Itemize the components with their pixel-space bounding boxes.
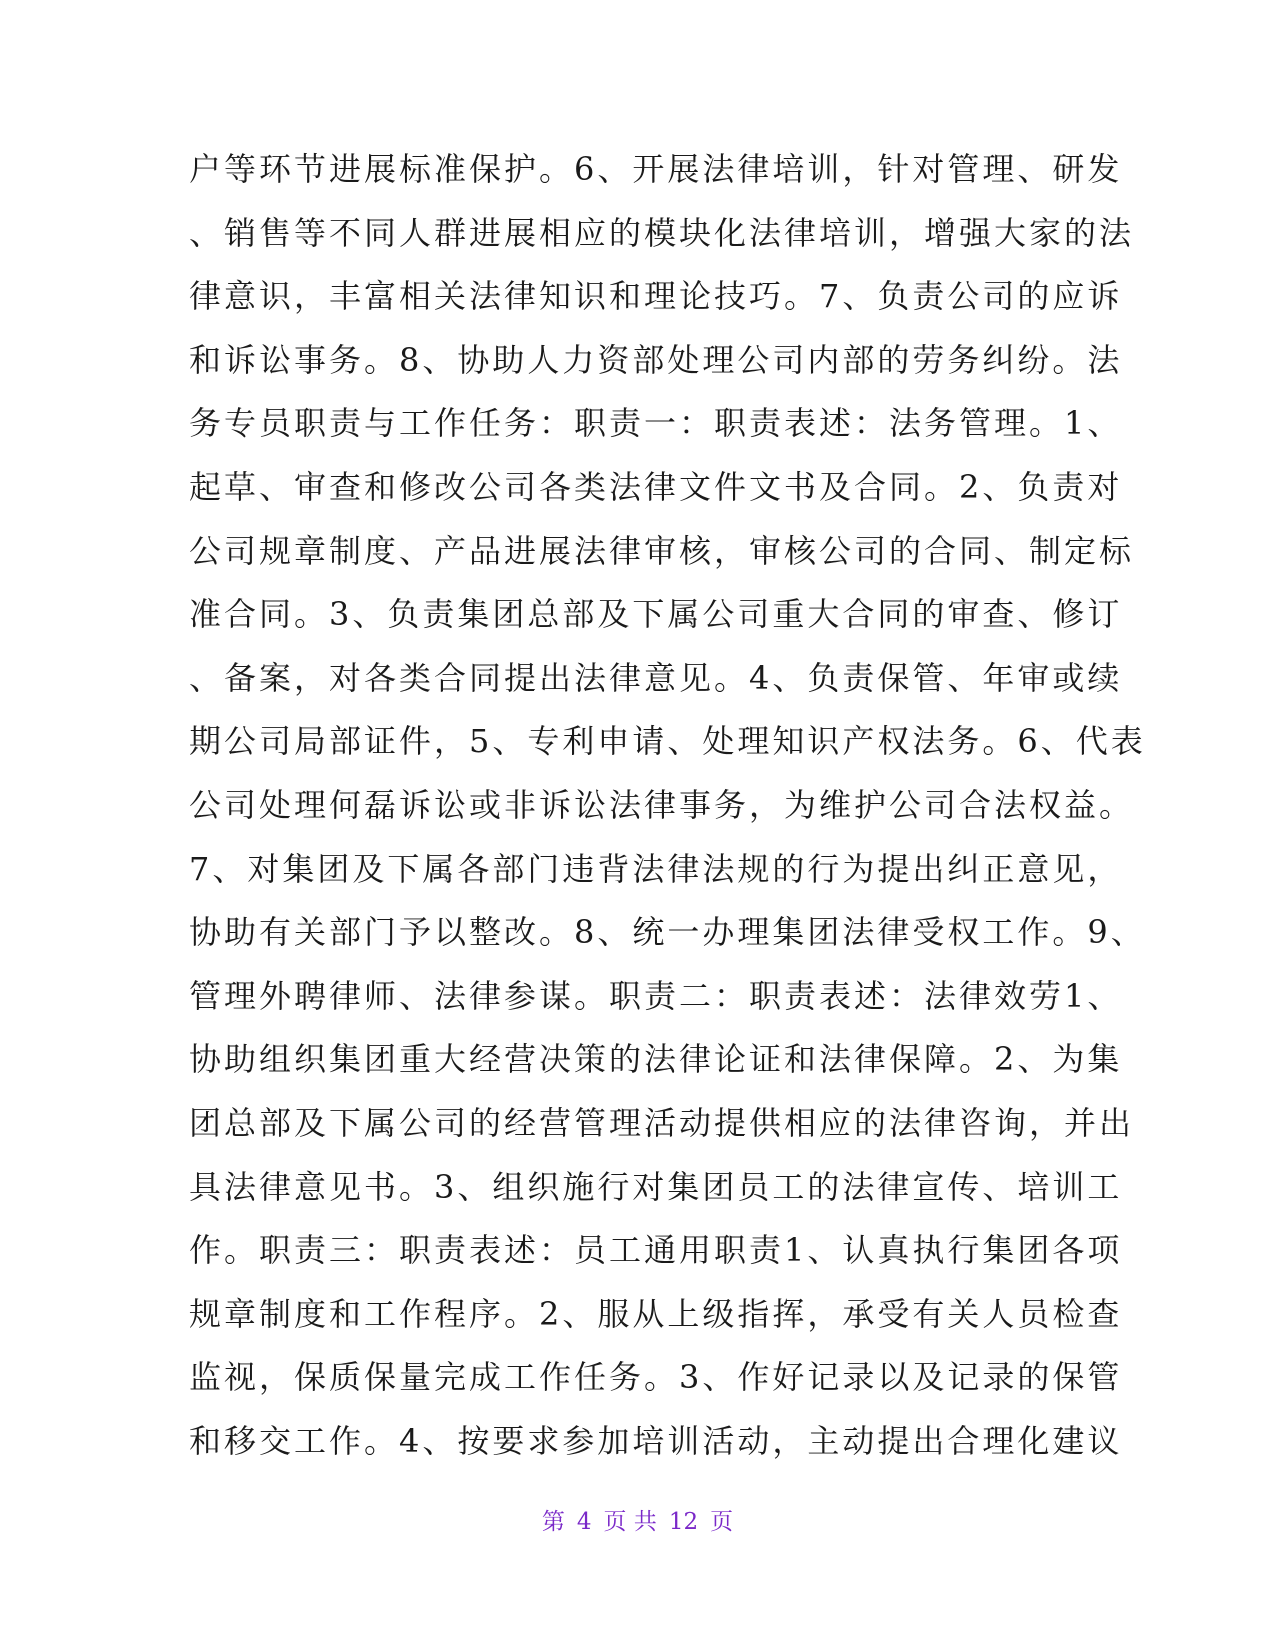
text-line: 和移交工作。4、按要求参加培训活动，主动提出合理化建议: [189, 1421, 1123, 1460]
text-line: 规章制度和工作程序。2、服从上级指挥，承受有关人员检查: [189, 1294, 1123, 1333]
text-line: 务专员职责与工作任务：职责一：职责表述：法务管理。1、: [189, 404, 1123, 443]
text-line: 监视，保质保量完成工作任务。3、作好记录以及记录的保管: [189, 1358, 1123, 1397]
document-body: [189, 138, 1146, 1473]
text-line: 具法律意见书。3、组织施行对集团员工的法律宣传、培训工: [189, 1167, 1123, 1206]
footer-suffix: 页: [710, 1509, 734, 1535]
text-line: 起草、审查和修改公司各类法律文件文书及合同。2、负责对: [189, 467, 1123, 506]
text-line: 户等环节进展标准保护。6、开展法律培训，针对管理、研发: [189, 150, 1123, 188]
footer-middle: 页 共: [603, 1509, 657, 1535]
text-line: 公司处理何磊诉讼或非诉讼法律事务，为维护公司合法权益。: [189, 785, 1135, 824]
text-line: 、销售等不同人群进展相应的模块化法律培训，增强大家的法: [189, 213, 1135, 252]
footer-total-pages: 12: [668, 1509, 699, 1535]
text-line: 作。职责三：职责表述：员工通用职责1、认真执行集团各项: [189, 1231, 1123, 1270]
text-line: 团总部及下属公司的经营管理活动提供相应的法律咨询，并出: [189, 1103, 1135, 1142]
text-line: 期公司局部证件，5、专利申请、处理知识产权法务。6、代表: [189, 722, 1146, 761]
text-line: 准合同。3、负责集团总部及下属公司重大合同的审查、修订: [189, 595, 1123, 634]
text-line: 协助组织集团重大经营决策的法律论证和法律保障。2、为集: [189, 1040, 1123, 1079]
page-footer: [0, 1502, 1275, 1542]
text-line: 管理外聘律师、法律参谋。职责二：职责表述：法律效劳1、: [189, 976, 1123, 1015]
text-line: 协助有关部门予以整改。8、统一办理集团法律受权工作。9、: [189, 913, 1146, 952]
footer-prefix: 第: [541, 1509, 565, 1535]
footer-current-page: 4: [576, 1509, 592, 1535]
text-line: 公司规章制度、产品进展法律审核，审核公司的合同、制定标: [189, 531, 1135, 570]
text-line: 律意识，丰富相关法律知识和理论技巧。7、负责公司的应诉: [189, 277, 1123, 316]
text-line: 7、对集团及下属各部门违背法律法规的行为提出纠正意见，: [189, 849, 1123, 888]
text-line: 、备案，对各类合同提出法律意见。4、负责保管、年审或续: [189, 658, 1123, 697]
text-line: 和诉讼事务。8、协助人力资部处理公司内部的劳务纠纷。法: [189, 340, 1123, 379]
